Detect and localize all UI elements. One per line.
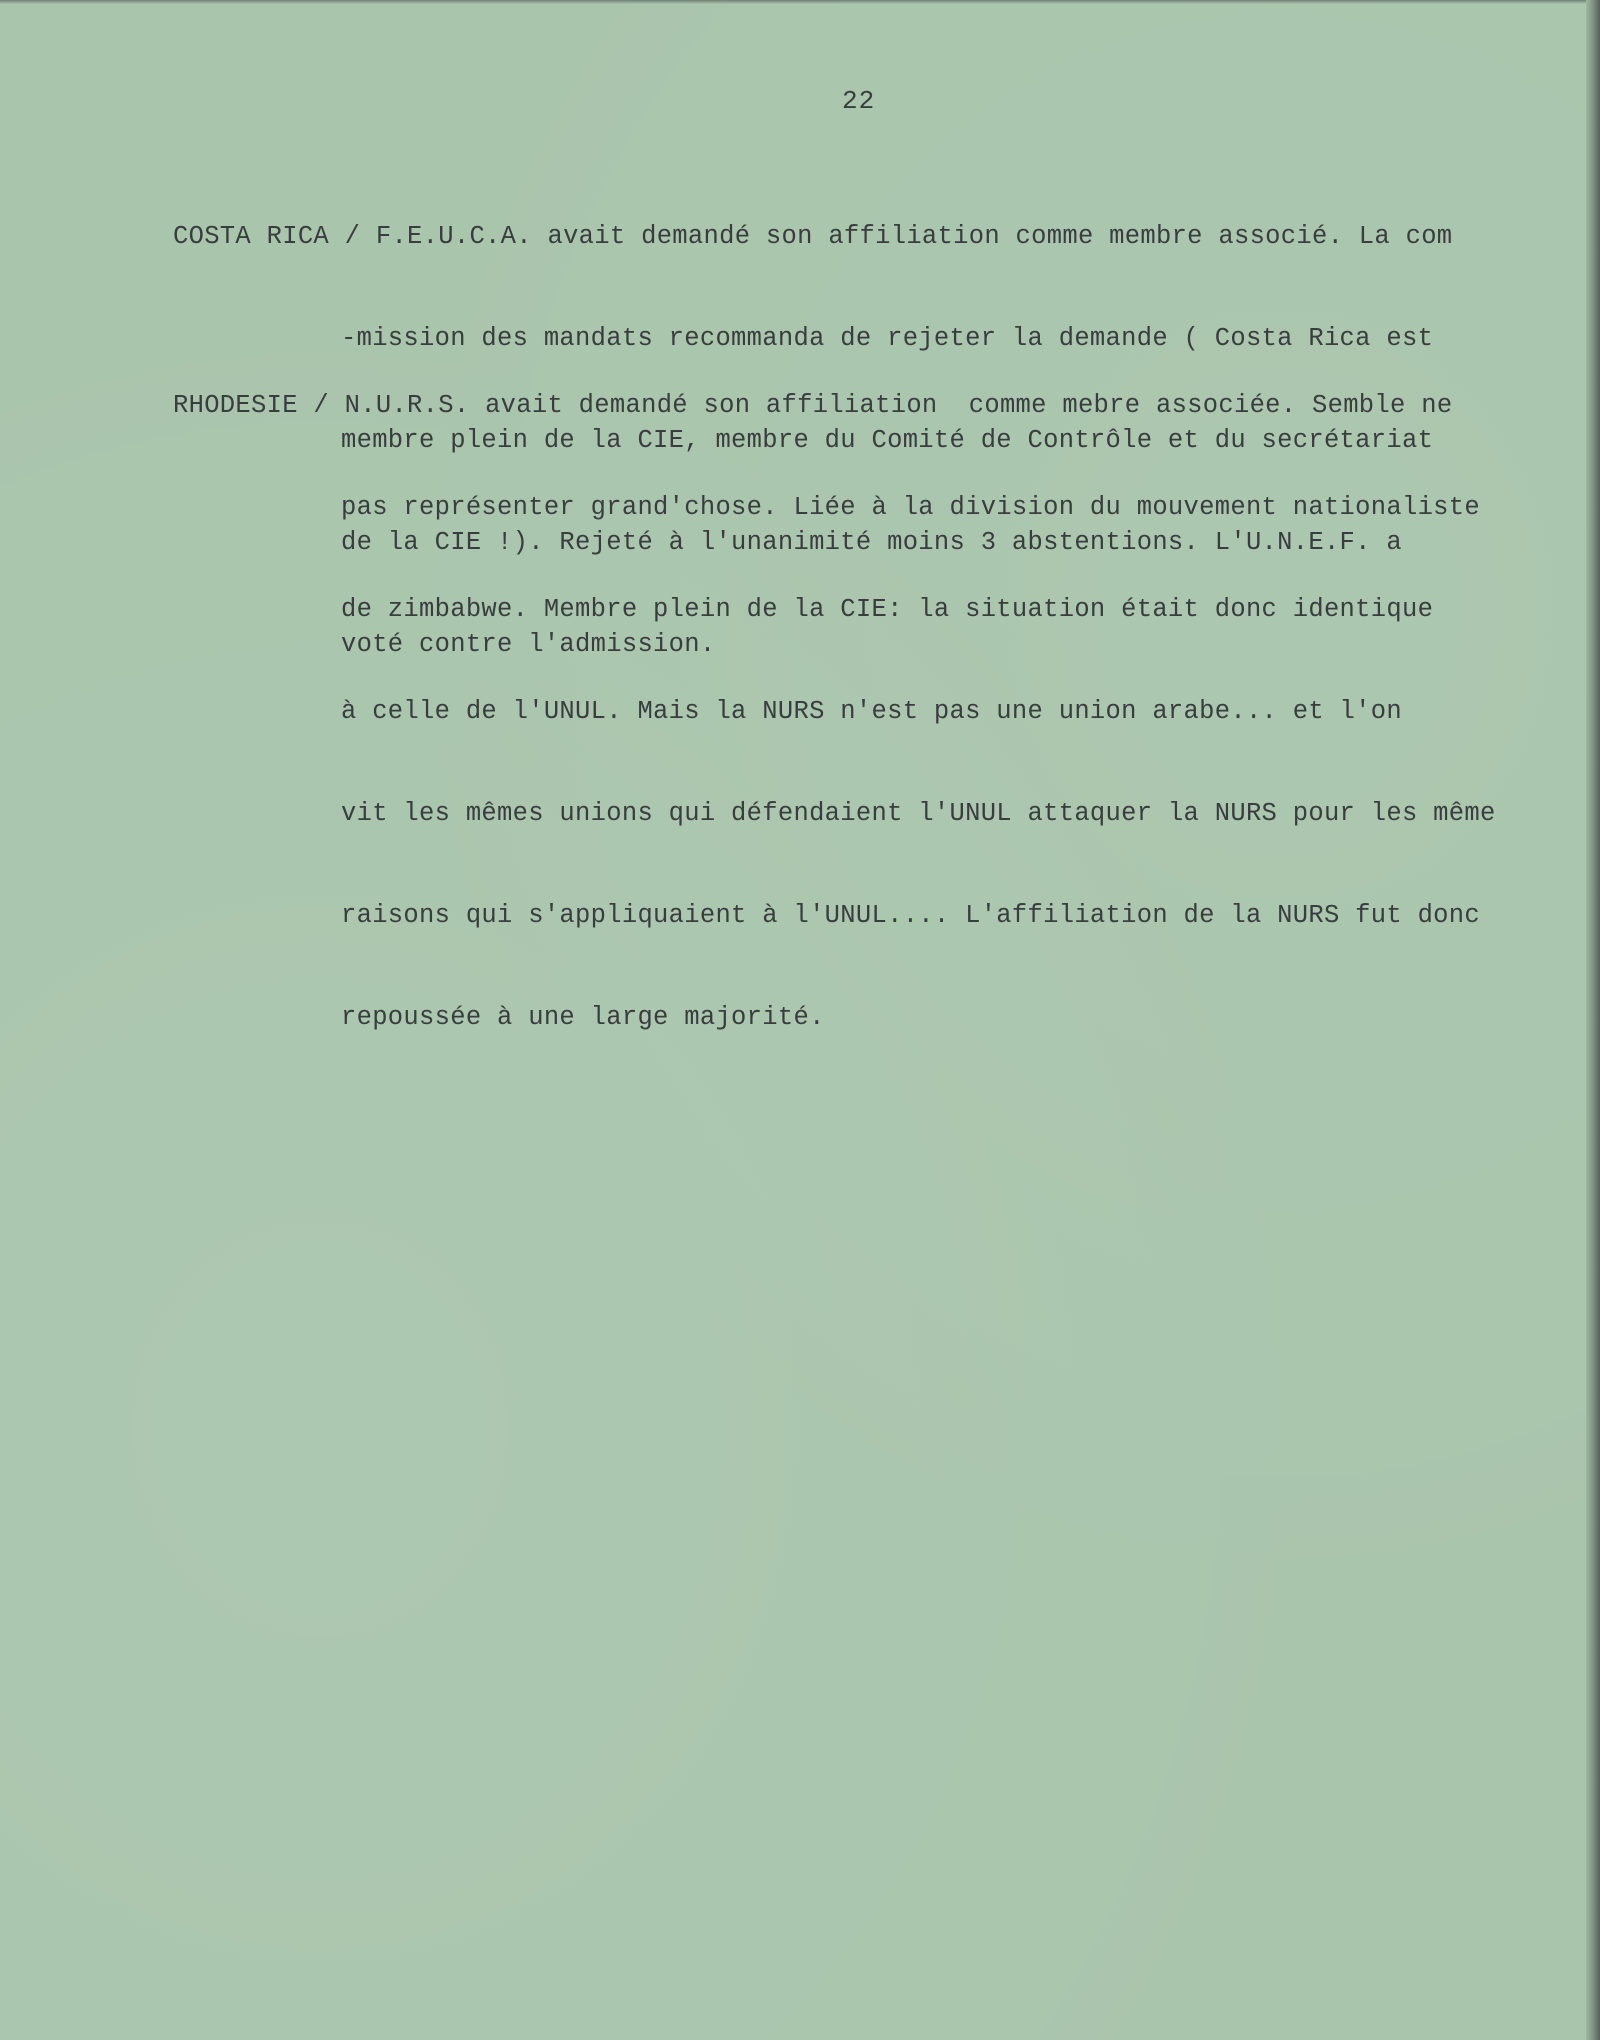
entry-label: COSTA RICA / — [173, 222, 361, 251]
entry-text-line: de zimbabwe. Membre plein de la CIE: la situation était donc identique — [341, 595, 1434, 624]
entry-text-line: -mission des mandats recommanda de rejeter la demande ( Costa Rica est — [341, 324, 1434, 353]
entry-text-line: de la CIE !). Rejeté à l'unanimité moins 3 abstentions. L'U.N.E.F. a — [341, 528, 1402, 557]
page-number: 22 — [842, 86, 876, 116]
entry-text-line: vit les mêmes unions qui défendaient l'UNUL attaquer la NURS pour les même — [341, 799, 1496, 828]
entry-label: RHODESIE / — [173, 391, 330, 420]
entry-first-line — [173, 389, 1573, 423]
entry-rhodesie — [173, 321, 1573, 1103]
page-right-edge — [1586, 0, 1600, 2040]
entry-text-line: F.E.U.C.A. avait demandé son affiliation comme membre associé. La com — [375, 222, 1453, 251]
entry-text-line: raisons qui s'appliquaient à l'UNUL.... L'affiliation de la NURS fut donc — [341, 901, 1480, 930]
entry-first-line — [173, 220, 1573, 254]
entry-text-line: pas représenter grand'chose. Liée à la division du mouvement nationaliste — [341, 493, 1480, 522]
page-top-edge — [0, 0, 1600, 4]
entry-text-line: repoussée à une large majorité. — [341, 1003, 825, 1032]
entry-text-line: membre plein de la CIE, membre du Comité de Contrôle et du secrétariat — [341, 426, 1434, 455]
entry-text-line: voté contre l'admission. — [341, 630, 716, 659]
entry-text-line: à celle de l'UNUL. Mais la NURS n'est pas une union arabe... et l'on — [341, 697, 1402, 726]
entry-text-line: N.U.R.S. avait demandé son affiliation comme mebre associée. Semble ne — [344, 391, 1453, 420]
